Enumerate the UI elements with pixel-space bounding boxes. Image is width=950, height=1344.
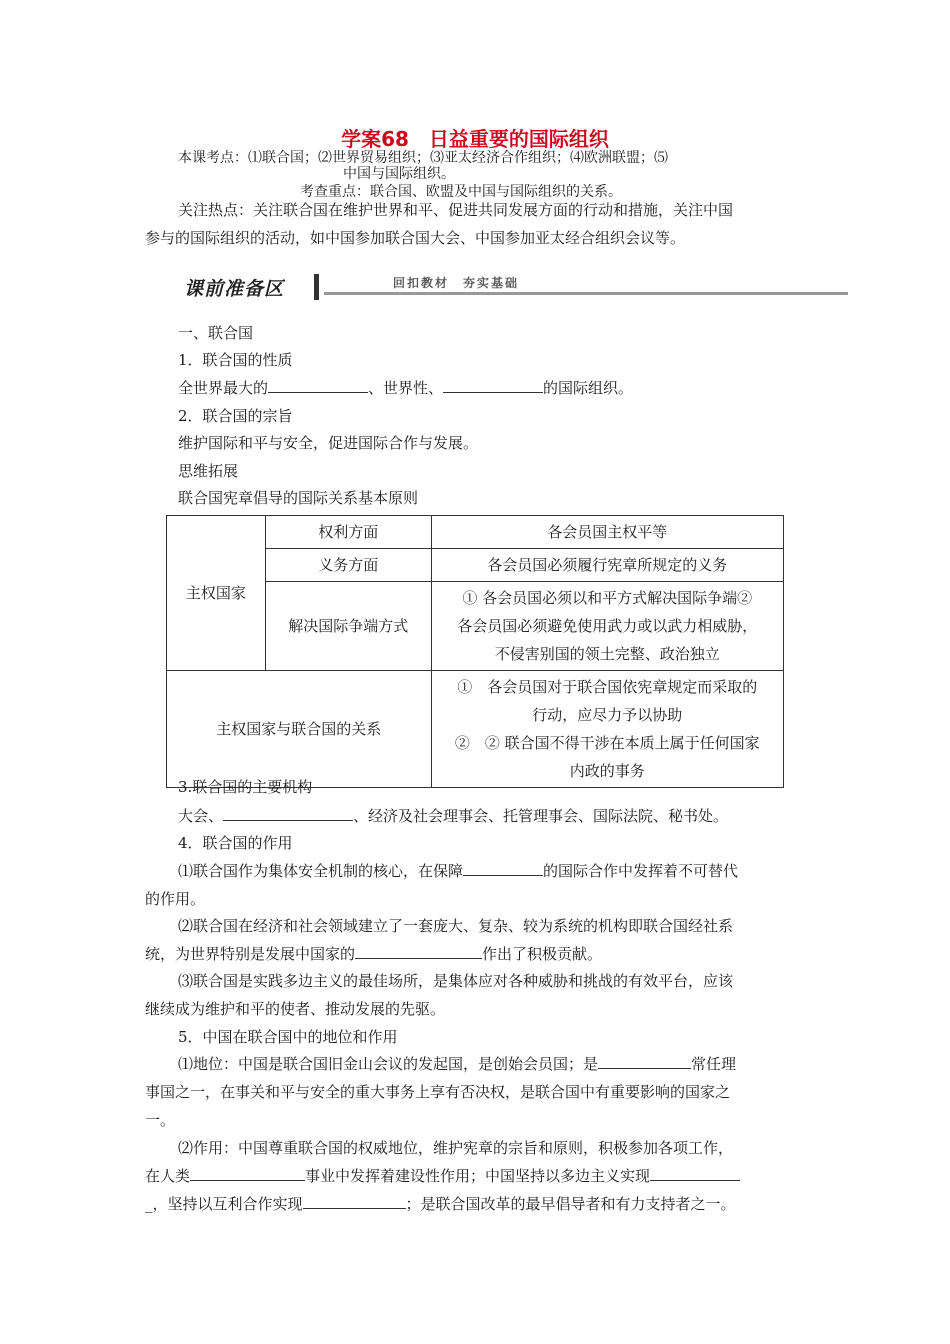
blank-2[interactable] (443, 377, 543, 393)
blank-8[interactable] (650, 1165, 740, 1181)
purpose-text: 维护国际和平与安全，促进国际合作与发展。 (178, 434, 479, 452)
banner-label: 课前准备区 (184, 278, 285, 300)
china-s1-line1: ⑴地位：中国是联合国旧金山会议的发起国，是创始会员国；是 常任理 (178, 1055, 737, 1073)
roles-p3-line2: 继续成为维护和平的使者、推动发展的先驱。 (145, 1000, 446, 1018)
organs-line: 大会、 、经济及社会理事会、托管理事会、国际法院、秘书处。 (178, 807, 729, 825)
cell-duty-value: 各会员国必须履行宪章所规定的义务 (431, 549, 783, 582)
kaodian-line-2: 中国与国际组织。 (343, 166, 455, 182)
blank-6[interactable] (598, 1053, 691, 1069)
roles-p1-line1: ⑴联合国作为集体安全机制的核心，在保障 的国际合作中发挥着不可替代 (178, 862, 739, 880)
china-s1-line3: 一。 (145, 1111, 176, 1129)
purpose-heading: 2．联合国的宗旨 (178, 407, 293, 425)
blank-9[interactable] (303, 1193, 406, 1209)
redian-line-2: 参与的国际组织的活动，如中国参加联合国大会、中国参加亚太经合组织会议等。 (145, 229, 686, 247)
cell-relation-value: ① 各会员国对于联合国依宪章规定而采取的 行动，应尽力予以协助 ② ② 联合国不得干涉在本质上属于任何国家 内政的事务 (431, 671, 783, 788)
roles-p3-line1: ⑶联合国是实践多边主义的最佳场所，是集体应对各种威胁和挑战的有效平台，应该 (178, 972, 734, 990)
china-heading: 5．中国在联合国中的地位和作用 (178, 1028, 398, 1046)
banner-divider (314, 274, 319, 300)
page-title: 学案68 日益重要的国际组织 (341, 127, 609, 151)
cell-duty-label: 义务方面 (265, 549, 431, 582)
banner-rule (324, 292, 848, 295)
principles-table (166, 515, 784, 788)
cell-rights-value: 各会员国主权平等 (431, 516, 783, 549)
blank-1[interactable] (268, 377, 368, 393)
cell-dispute-label: 解决国际争端方式 (265, 582, 431, 671)
blank-7[interactable] (190, 1165, 305, 1181)
nature-heading: 1．联合国的性质 (178, 351, 293, 369)
cell-rights-label: 权利方面 (265, 516, 431, 549)
kaodian-line-1: 本课考点：⑴联合国；⑵世界贸易组织；⑶亚太经济合作组织；⑷欧洲联盟；⑸ (178, 150, 668, 166)
roles-p2-line1: ⑵联合国在经济和社会领域建立了一套庞大、复杂、较为系统的机构即联合国经社系 (178, 917, 734, 935)
blank-3[interactable] (223, 805, 353, 821)
china-s1-line2: 事国之一，在事关和平与安全的重大事务上享有否决权，是联合国中有重要影响的国家之 (145, 1083, 731, 1101)
cell-sovereign: 主权国家 (167, 516, 266, 671)
roles-p1-line2: 的作用。 (145, 890, 206, 908)
roles-p2-line2: 统，为世界特别是发展中国家的 作出了积极贡献。 (145, 945, 603, 963)
blank-5[interactable] (355, 943, 482, 959)
china-s2-line3: _，坚持以互利合作实现 ；是联合国改革的最早倡导者和有力支持者之一。 (145, 1195, 736, 1213)
zhongdian-line: 考查重点：联合国、欧盟及中国与国际组织的关系。 (300, 184, 622, 200)
section-heading: 一、联合国 (178, 324, 254, 342)
cell-dispute-value: ① 各会员国必须以和平方式解决国际争端② 各会员国必须避免使用武力或以武力相威胁， 不侵害别国的领土完整、政治独立 (431, 582, 783, 671)
china-s2-line1: ⑵作用：中国尊重联合国的权威地位，维护宪章的宗旨和原则，积极参加各项工作， (178, 1139, 734, 1157)
table-caption: 联合国宪章倡导的国际关系基本原则 (178, 489, 419, 507)
roles-heading: 4．联合国的作用 (178, 834, 293, 852)
banner-subtitle: 回扣教材 夯实基础 (393, 276, 520, 290)
blank-4[interactable] (463, 860, 543, 876)
section-banner (178, 272, 848, 302)
china-s2-line2: 在人类 事业中发挥着建设性作用；中国坚持以多边主义实现 (145, 1165, 740, 1186)
expand-heading: 思维拓展 (178, 462, 239, 480)
organs-heading: 3.联合国的主要机构 (178, 778, 313, 796)
nature-line: 全世界最大的 、世界性、 的国际组织。 (178, 379, 634, 397)
redian-line-1: 关注热点：关注联合国在维护世界和平、促进共同发展方面的行动和措施，关注中国 (178, 201, 734, 219)
cell-relation-label: 主权国家与联合国的关系 (167, 671, 432, 788)
